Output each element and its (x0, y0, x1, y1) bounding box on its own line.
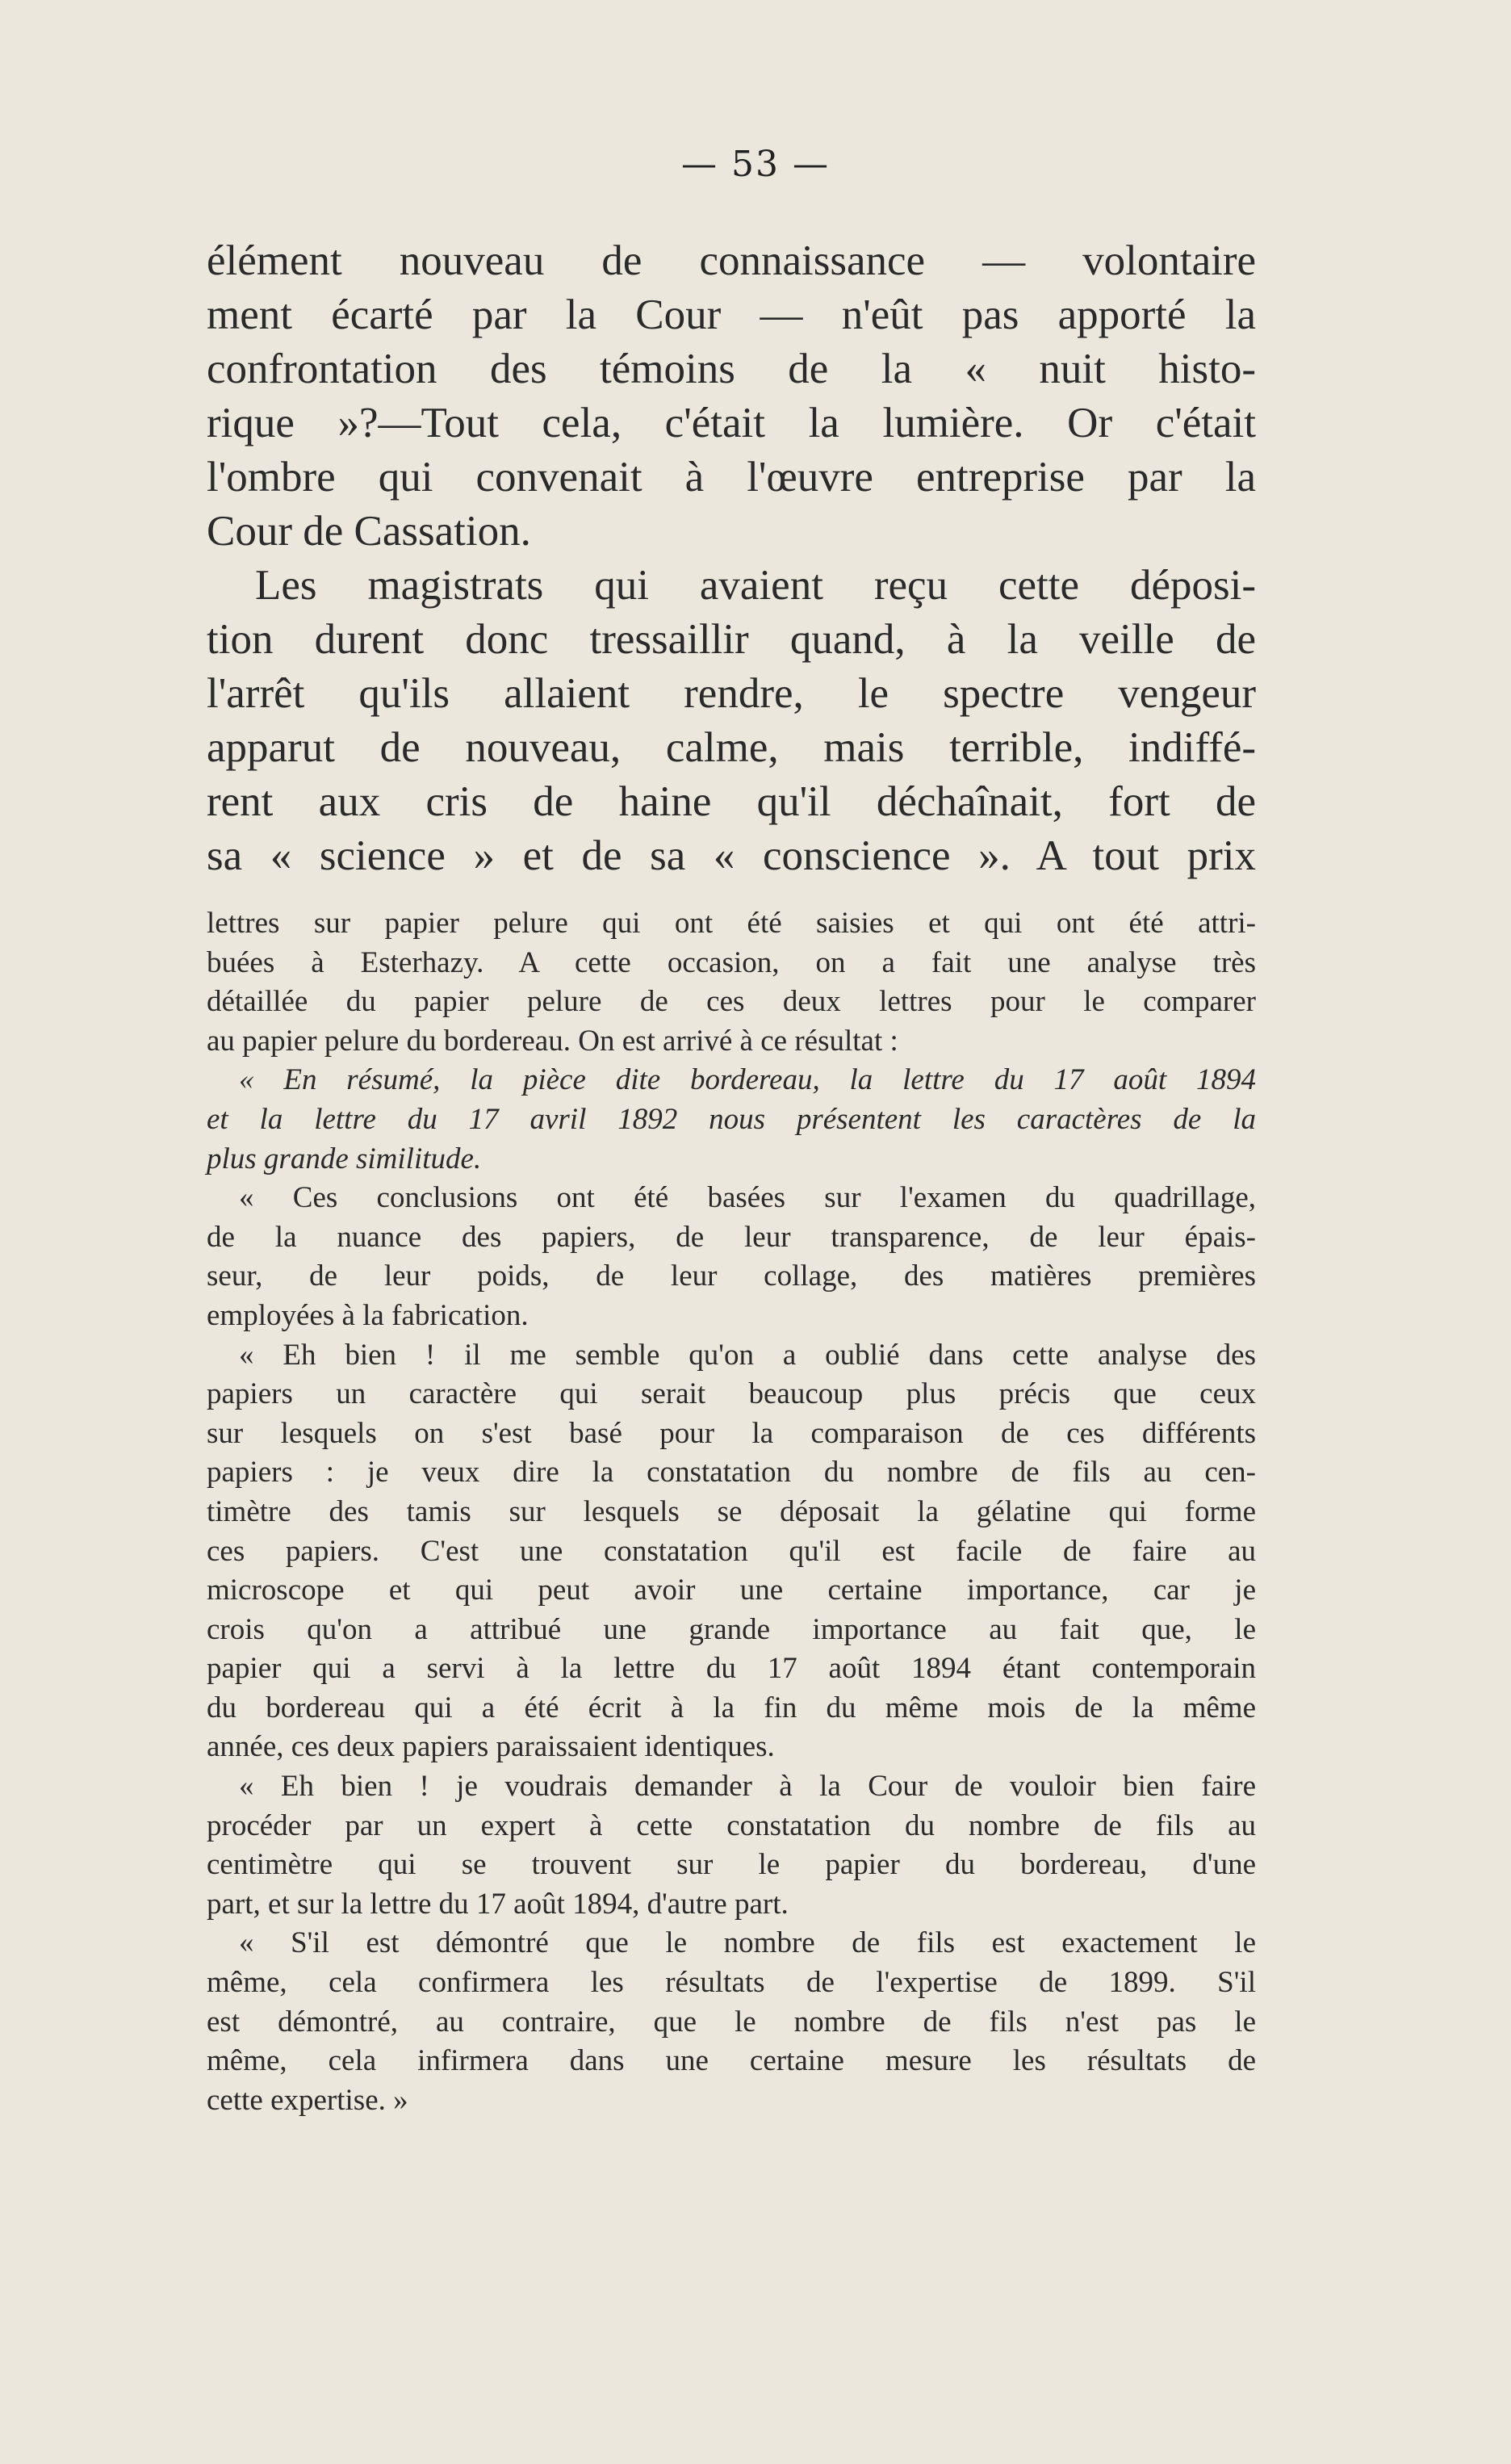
footnote-line: lettres sur papier pelure qui ont été saisies et qui ont été attri- (207, 907, 1256, 940)
footnote-line: de la nuance des papiers, de leur transparence, de leur épais- (207, 1220, 1256, 1254)
main-text-line: l'arrêt qu'ils allaient rendre, le spectre vengeur (207, 670, 1256, 717)
footnote-line: année, ces deux papiers paraissaient identiques. (207, 1730, 775, 1764)
footnote-line: et la lettre du 17 avril 1892 nous présentent les caractères de la (207, 1102, 1256, 1136)
page-number: — 53 — (681, 144, 830, 185)
footnote-line: cette expertise. » (207, 2083, 408, 2117)
footnote-text (207, 904, 1256, 2120)
main-text-line: Les magistrats qui avaient reçu cette déposi- (255, 562, 1256, 609)
footnote-line: papiers : je veux dire la constatation du nombre de fils au cen- (207, 1456, 1256, 1490)
main-body-text (207, 234, 1256, 883)
footnote-line: « En résumé, la pièce dite bordereau, la lettre du 17 août 1894 (239, 1063, 1256, 1097)
footnote-line: même, cela confirmera les résultats de l'expertise de 1899. S'il (207, 1966, 1256, 2000)
footnote-line: « Eh bien ! je voudrais demander à la Cour de vouloir bien faire (239, 1770, 1256, 1804)
footnote-line: sur lesquels on s'est basé pour la comparaison de ces différents (207, 1416, 1256, 1450)
footnote-line: crois qu'on a attribué une grande importance au fait que, le (207, 1612, 1256, 1646)
footnote-line: même, cela infirmera dans une certaine mesure les résultats de (207, 2044, 1256, 2078)
main-text-line: confrontation des témoins de la « nuit histo- (207, 346, 1256, 392)
footnote-line: part, et sur la lettre du 17 août 1894, d'autre part. (207, 1887, 789, 1921)
footnote-line: ces papiers. C'est une constatation qu'il est facile de faire au (207, 1534, 1256, 1568)
footnote-line: procéder par un expert à cette constatation du nombre de fils au (207, 1808, 1256, 1842)
main-text-line: rent aux cris de haine qu'il déchaînait, fort de (207, 778, 1256, 825)
main-text-line: tion durent donc tressaillir quand, à la veille de (207, 616, 1256, 663)
main-text-line: apparut de nouveau, calme, mais terrible, indiffé- (207, 724, 1256, 771)
footnote-line: buées à Esterhazy. A cette occasion, on a fait une analyse très (207, 945, 1256, 979)
footnote-line: papiers un caractère qui serait beaucoup plus précis que ceux (207, 1377, 1256, 1411)
footnote-line: microscope et qui peut avoir une certaine importance, car je (207, 1574, 1256, 1607)
main-text-line: rique »?—Tout cela, c'était la lumière. Or c'était (207, 400, 1256, 446)
footnote-line: papier qui a servi à la lettre du 17 août 1894 étant contemporain (207, 1652, 1256, 1686)
footnote-line: plus grande similitude. (207, 1142, 482, 1175)
footnote-line: timètre des tamis sur lesquels se déposait la gélatine qui forme (207, 1494, 1256, 1528)
footnote-line: est démontré, au contraire, que le nombre de fils n'est pas le (207, 2005, 1256, 2039)
footnote-line: du bordereau qui a été écrit à la fin du même mois de la même (207, 1691, 1256, 1724)
footnote-line: au papier pelure du bordereau. On est arrivé à ce résultat : (207, 1024, 898, 1058)
footnote-line: « S'il est démontré que le nombre de fils est exactement le (239, 1926, 1256, 1960)
footnote-line: « Eh bien ! il me semble qu'on a oublié dans cette analyse des (239, 1338, 1256, 1372)
footnote-line: employées à la fabrication. (207, 1298, 529, 1332)
main-text-line: sa « science » et de sa « conscience ». A tout prix (207, 832, 1256, 879)
main-text-line: élément nouveau de connaissance — volontaire (207, 237, 1256, 284)
main-text-line: l'ombre qui convenait à l'œuvre entreprise par la (207, 454, 1256, 501)
main-text-line: ment écarté par la Cour — n'eût pas apporté la (207, 291, 1256, 338)
footnote-line: centimètre qui se trouvent sur le papier du bordereau, d'une (207, 1848, 1256, 1882)
footnote-line: « Ces conclusions ont été basées sur l'examen du quadrillage, (239, 1181, 1256, 1215)
footnote-line: détaillée du papier pelure de ces deux lettres pour le comparer (207, 985, 1256, 1019)
main-text-line: Cour de Cassation. (207, 508, 531, 555)
footnote-line: seur, de leur poids, de leur collage, des matières premières (207, 1259, 1256, 1293)
